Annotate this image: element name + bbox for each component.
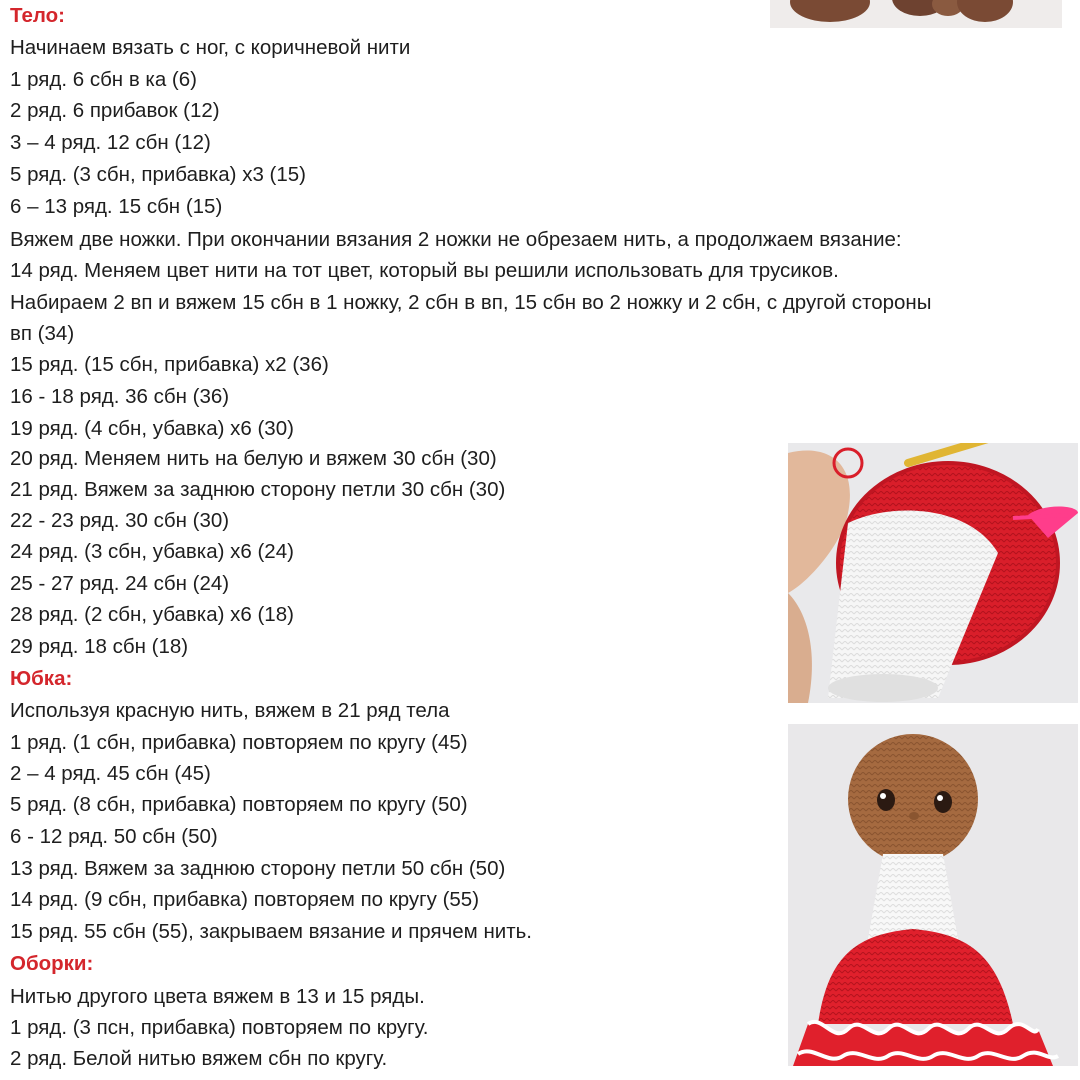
section-heading-ruffles: Оборки: <box>10 952 94 975</box>
pattern-line: вп (34) <box>10 322 75 345</box>
pattern-line: 5 ряд. (8 сбн, прибавка) повторяем по кругу (50) <box>10 793 468 816</box>
pattern-line: 1 ряд. 6 сбн в ка (6) <box>10 68 197 91</box>
pattern-line: Используя красную нить, вяжем в 21 ряд тела <box>10 699 450 722</box>
finished-doll-photo <box>788 724 1078 1066</box>
pattern-line: Нитью другого цвета вяжем в 13 и 15 ряды. <box>10 985 425 1008</box>
pattern-line: 5 ряд. (3 сбн, прибавка) х3 (15) <box>10 163 307 186</box>
pattern-line: 3 – 4 ряд. 12 сбн (12) <box>10 131 211 154</box>
skirt-progress-photo <box>788 443 1078 703</box>
pattern-line: 16 - 18 ряд. 36 сбн (36) <box>10 385 230 408</box>
pattern-line: 21 ряд. Вяжем за заднюю сторону петли 30 сбн (30) <box>10 478 506 501</box>
pattern-line: 28 ряд. (2 сбн, убавка) х6 (18) <box>10 603 294 626</box>
pattern-line: 15 ряд. (15 сбн, прибавка) х2 (36) <box>10 353 329 376</box>
pattern-line: 29 ряд. 18 сбн (18) <box>10 635 189 658</box>
pattern-line: 1 ряд. (1 сбн, прибавка) повторяем по кругу (45) <box>10 731 468 754</box>
pattern-line: Вяжем две ножки. При окончании вязания 2 ножки не обрезаем нить, а продолжаем вязание: <box>10 228 902 251</box>
pattern-line: 22 - 23 ряд. 30 сбн (30) <box>10 509 230 532</box>
pattern-line: 25 - 27 ряд. 24 сбн (24) <box>10 572 230 595</box>
pattern-line: 24 ряд. (3 сбн, убавка) х6 (24) <box>10 540 294 563</box>
pattern-line: Начинаем вязать с ног, с коричневой нити <box>10 36 411 59</box>
pattern-line: 20 ряд. Меняем нить на белую и вяжем 30 сбн (30) <box>10 447 497 470</box>
pattern-line: 13 ряд. Вяжем за заднюю сторону петли 50 сбн (50) <box>10 857 506 880</box>
section-heading-body: Тело: <box>10 4 66 27</box>
top-photo <box>770 0 1062 28</box>
pattern-line: 2 ряд. Белой нитью вяжем сбн по кругу. <box>10 1047 388 1070</box>
pattern-line: 2 – 4 ряд. 45 сбн (45) <box>10 762 211 785</box>
pattern-line: 14 ряд. (9 сбн, прибавка) повторяем по кругу (55) <box>10 888 480 911</box>
pattern-line: 2 ряд. 6 прибавок (12) <box>10 99 220 122</box>
pattern-line: 19 ряд. (4 сбн, убавка) х6 (30) <box>10 417 294 440</box>
pattern-line: 6 – 13 ряд. 15 сбн (15) <box>10 195 223 218</box>
section-heading-skirt: Юбка: <box>10 667 73 690</box>
pattern-line: Набираем 2 вп и вяжем 15 сбн в 1 ножку, 2 сбн в вп, 15 сбн во 2 ножку и 2 сбн, с другой стороны <box>10 291 932 314</box>
pattern-line: 6 - 12 ряд. 50 сбн (50) <box>10 825 218 848</box>
pattern-line: 1 ряд. (3 псн, прибавка) повторяем по кругу. <box>10 1016 429 1039</box>
pattern-line: 15 ряд. 55 сбн (55), закрываем вязание и прячем нить. <box>10 920 532 943</box>
pattern-line: 14 ряд. Меняем цвет нити на тот цвет, который вы решили использовать для трусиков. <box>10 259 839 282</box>
